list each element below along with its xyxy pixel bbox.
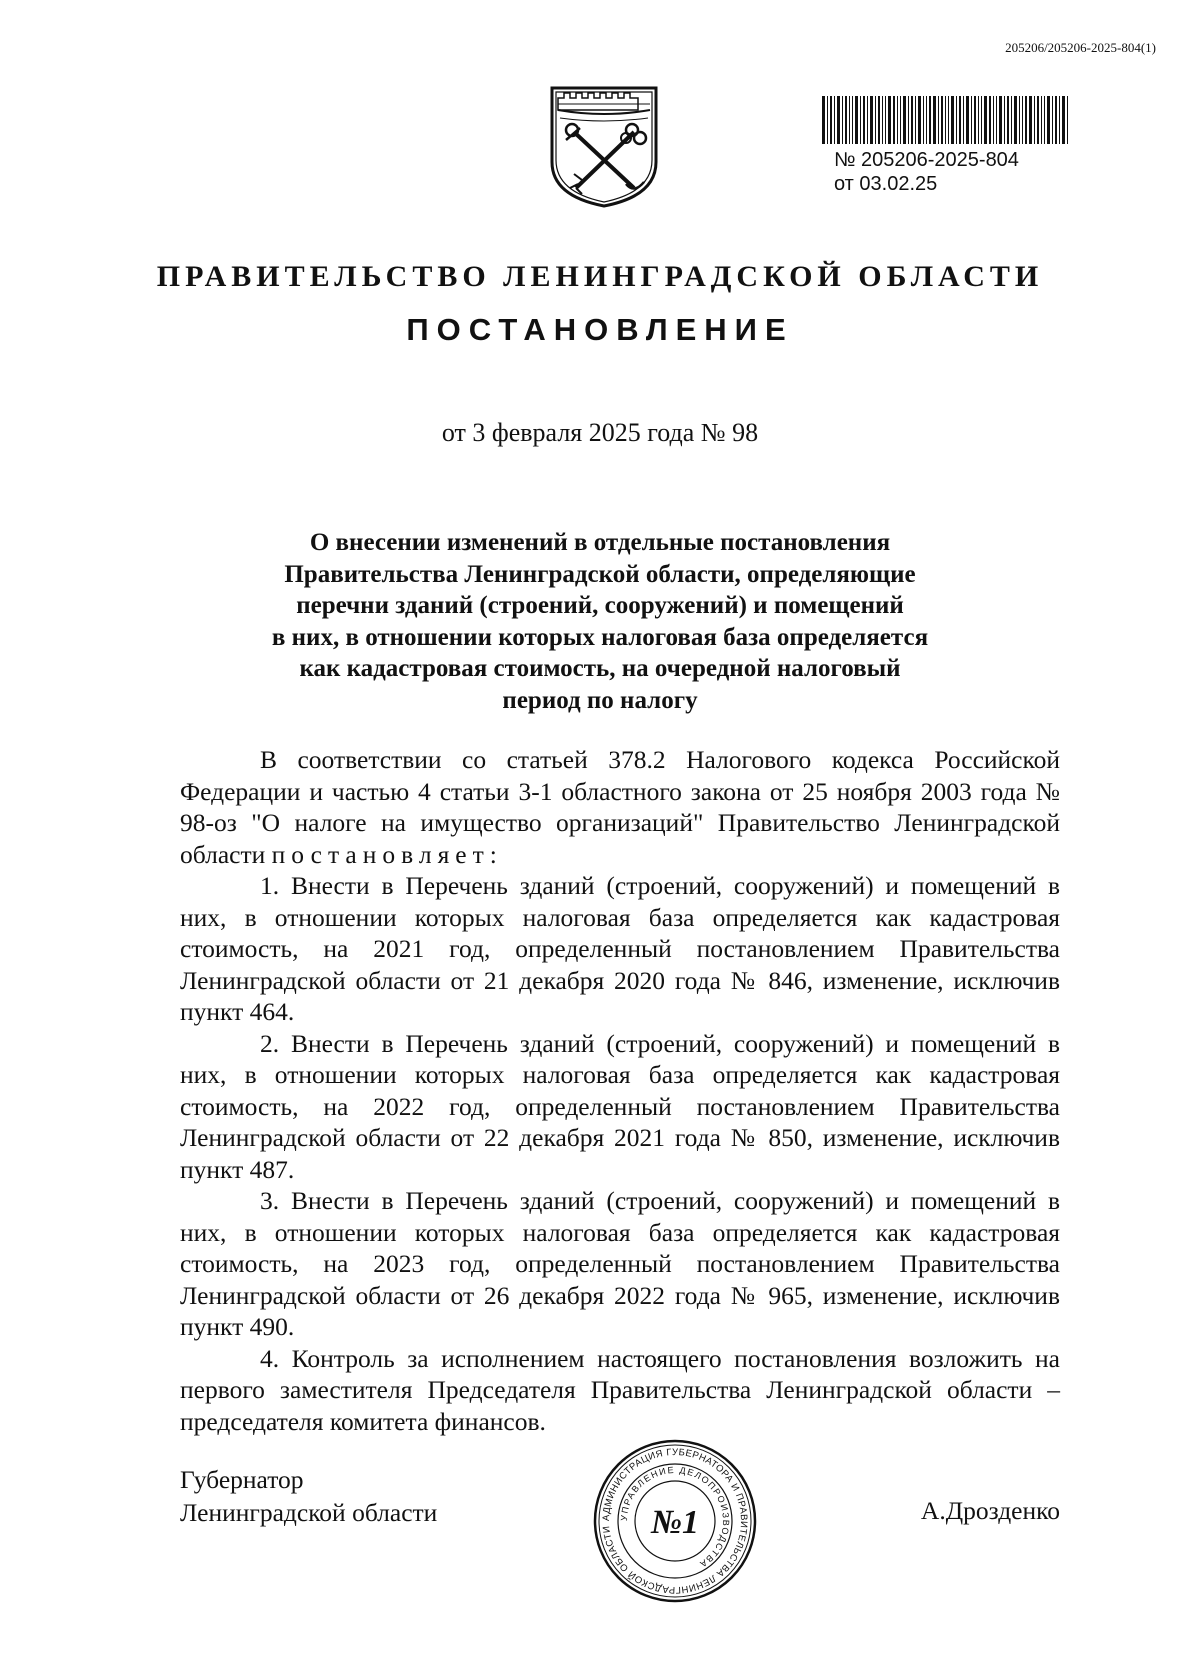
registration-date: от 03.02.25 [834,173,938,195]
stamp-number: №1 [650,1504,700,1541]
government-title: ПРАВИТЕЛЬСТВО ЛЕНИНГРАДСКОЙ ОБЛАСТИ [156,260,1044,293]
subject-line: О внесении изменений в отдельные постановления [309,529,891,556]
subject-line: Правительства Ленинградской области, определяющие [284,560,916,588]
preamble-paragraph [180,744,1060,870]
signer-region: Ленинградской области [180,1498,438,1527]
subject-line: перечни зданий (строений, сооружений) и помещений [296,592,904,619]
signer-name: А.Дрозденко [920,1496,1060,1525]
registration-number: № 205206-2025-804 [834,149,1019,171]
clause-2: 2. Внести в Перечень зданий (строений, сооружений) и помещений в них, в отношении которых налоговая база определяется как кадастровая стоимость, на 2022 год, определенный постановлением Правительства Ленинградской области от 22 декабря 2021 года № 850, изменение, исключив пункт 487. [180,1028,1060,1184]
decree-subject [230,527,970,716]
clause-3: 3. Внести в Перечень зданий (строений, сооружений) и помещений в них, в отношении которых налоговая база определяется как кадастровая стоимость, на 2023 год, определенный постановлением Правительства Ленинградской области от 26 декабря 2022 года № 965, изменение, исключив пункт 490. [180,1186,1060,1341]
coat-of-arms-emblem [548,84,660,210]
signer-position [180,1463,437,1529]
stamp-outer-text: АДМИНИСТРАЦИЯ ГУБЕРНАТОРА И ПРАВИТЕЛЬСТВА ЛЕНИНГРАДСКОЙ ОБЛАСТИ [600,1446,750,1596]
stamp-inner-text: УПРАВЛЕНИЕ ДЕЛОПРОИЗВОДСТВА [618,1464,732,1570]
subject-line: в них, в отношении которых налоговая база определяется [271,623,929,651]
decree-body [180,744,1060,1437]
preamble-text: В соответствии со статьей 378.2 Налогового кодекса Российской Федерации и частью 4 статьи 3-1 областного закона от 25 ноября 2003 года № 98-оз "О налоге на имущество организаций" Правительство Ленинградской области [180,745,1060,869]
registration-block [822,96,1080,196]
decree-date-number: от 3 февраля 2025 года № 98 [441,418,759,447]
decree-word: постановляет: [271,839,503,869]
document-type: ПОСТАНОВЛЕНИЕ [406,312,794,347]
signer-title: Губернатор [180,1465,304,1494]
office-stamp [592,1438,758,1604]
barcode [822,96,1068,144]
subject-line: как кадастровая стоимость, на очередной налоговый [299,655,901,682]
clause-1: 1. Внести в Перечень зданий (строений, сооружений) и помещений в них, в отношении которых налоговая база определяется как кадастровая стоимость, на 2021 год, определенный постановлением Правительства Ленинградской области от 21 декабря 2020 года № 846, изменение, исключив пункт 464. [180,871,1060,1026]
reference-code: 205206/205206-2025-804(1) [1005,40,1156,55]
subject-line: период по налогу [502,686,698,714]
clause-4: 4. Контроль за исполнением настоящего постановления возложить на первого заместителя Председателя Правительства Ленинградской области – председателя комитета финансов. [180,1343,1060,1436]
